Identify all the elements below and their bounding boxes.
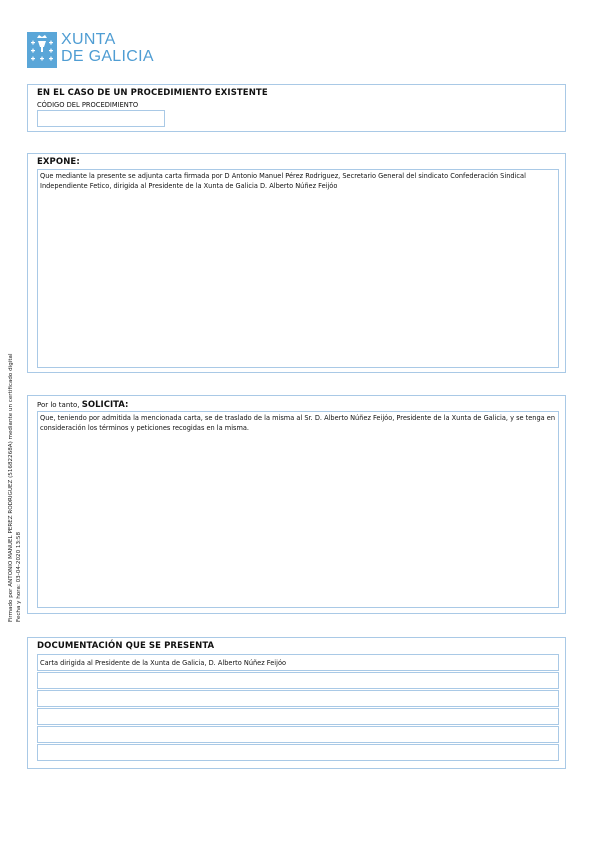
document-row[interactable] — [37, 690, 559, 707]
solicita-section — [27, 395, 566, 614]
solicita-text: Que, teniendo por admitida la mencionada carta, se de traslado de la misma al Sr. D. Alberto Núñez Feijóo, Presidente de la Xunta de Galicia, y se tenga en consideración los términos y peticiones recogidas en la misma. — [40, 414, 558, 432]
document-row[interactable] — [37, 672, 559, 689]
document-row[interactable] — [37, 744, 559, 761]
procedure-section — [27, 84, 566, 132]
document-item-1: Carta dirigida al Presidente de la Xunta de Galicia, D. Alberto Núñez Feijóo — [40, 659, 287, 667]
expone-textarea[interactable] — [37, 169, 559, 368]
document-row[interactable] — [37, 654, 559, 671]
procedure-code-label: CÓDIGO DEL PROCEDIMIENTO — [37, 101, 139, 109]
solicita-heading — [37, 400, 128, 410]
signature-line-2: Fecha y hora: 03-04-2020 13:58 — [16, 531, 22, 622]
logo-line-1: XUNTA — [61, 31, 116, 48]
procedure-code-input[interactable] — [37, 110, 165, 127]
procedure-title: EN EL CASO DE UN PROCEDIMIENTO EXISTENTE — [37, 88, 268, 98]
expone-title: EXPONE: — [37, 157, 80, 167]
signature-line-1: Firmado por ANTONIO MANUEL PEREZ RODRIGUEZ (51682268A) mediante un certificado digital — [8, 353, 14, 622]
document-row[interactable] — [37, 708, 559, 725]
xunta-logo-text — [61, 31, 154, 65]
xunta-logo-icon — [27, 32, 57, 68]
documentacion-title: DOCUMENTACIÓN QUE SE PRESENTA — [37, 641, 215, 651]
solicita-prefix: Por lo tanto, — [37, 401, 80, 409]
documentacion-section — [27, 637, 566, 769]
expone-text: Que mediante la presente se adjunta carta firmada por D Antonio Manuel Pérez Rodriguez, Secretario General del sindicato Confederación Sindical Independiente Fetico, dirigida al Presidente de la Xunta de Galicia D. Alberto Núñez Feijóo — [40, 172, 529, 190]
expone-section — [27, 153, 566, 373]
solicita-textarea[interactable] — [37, 411, 559, 608]
logo-line-2: DE GALICIA — [61, 48, 154, 65]
document-row[interactable] — [37, 726, 559, 743]
signature-stamp — [0, 0, 30, 842]
solicita-title: SOLICITA: — [81, 400, 129, 410]
